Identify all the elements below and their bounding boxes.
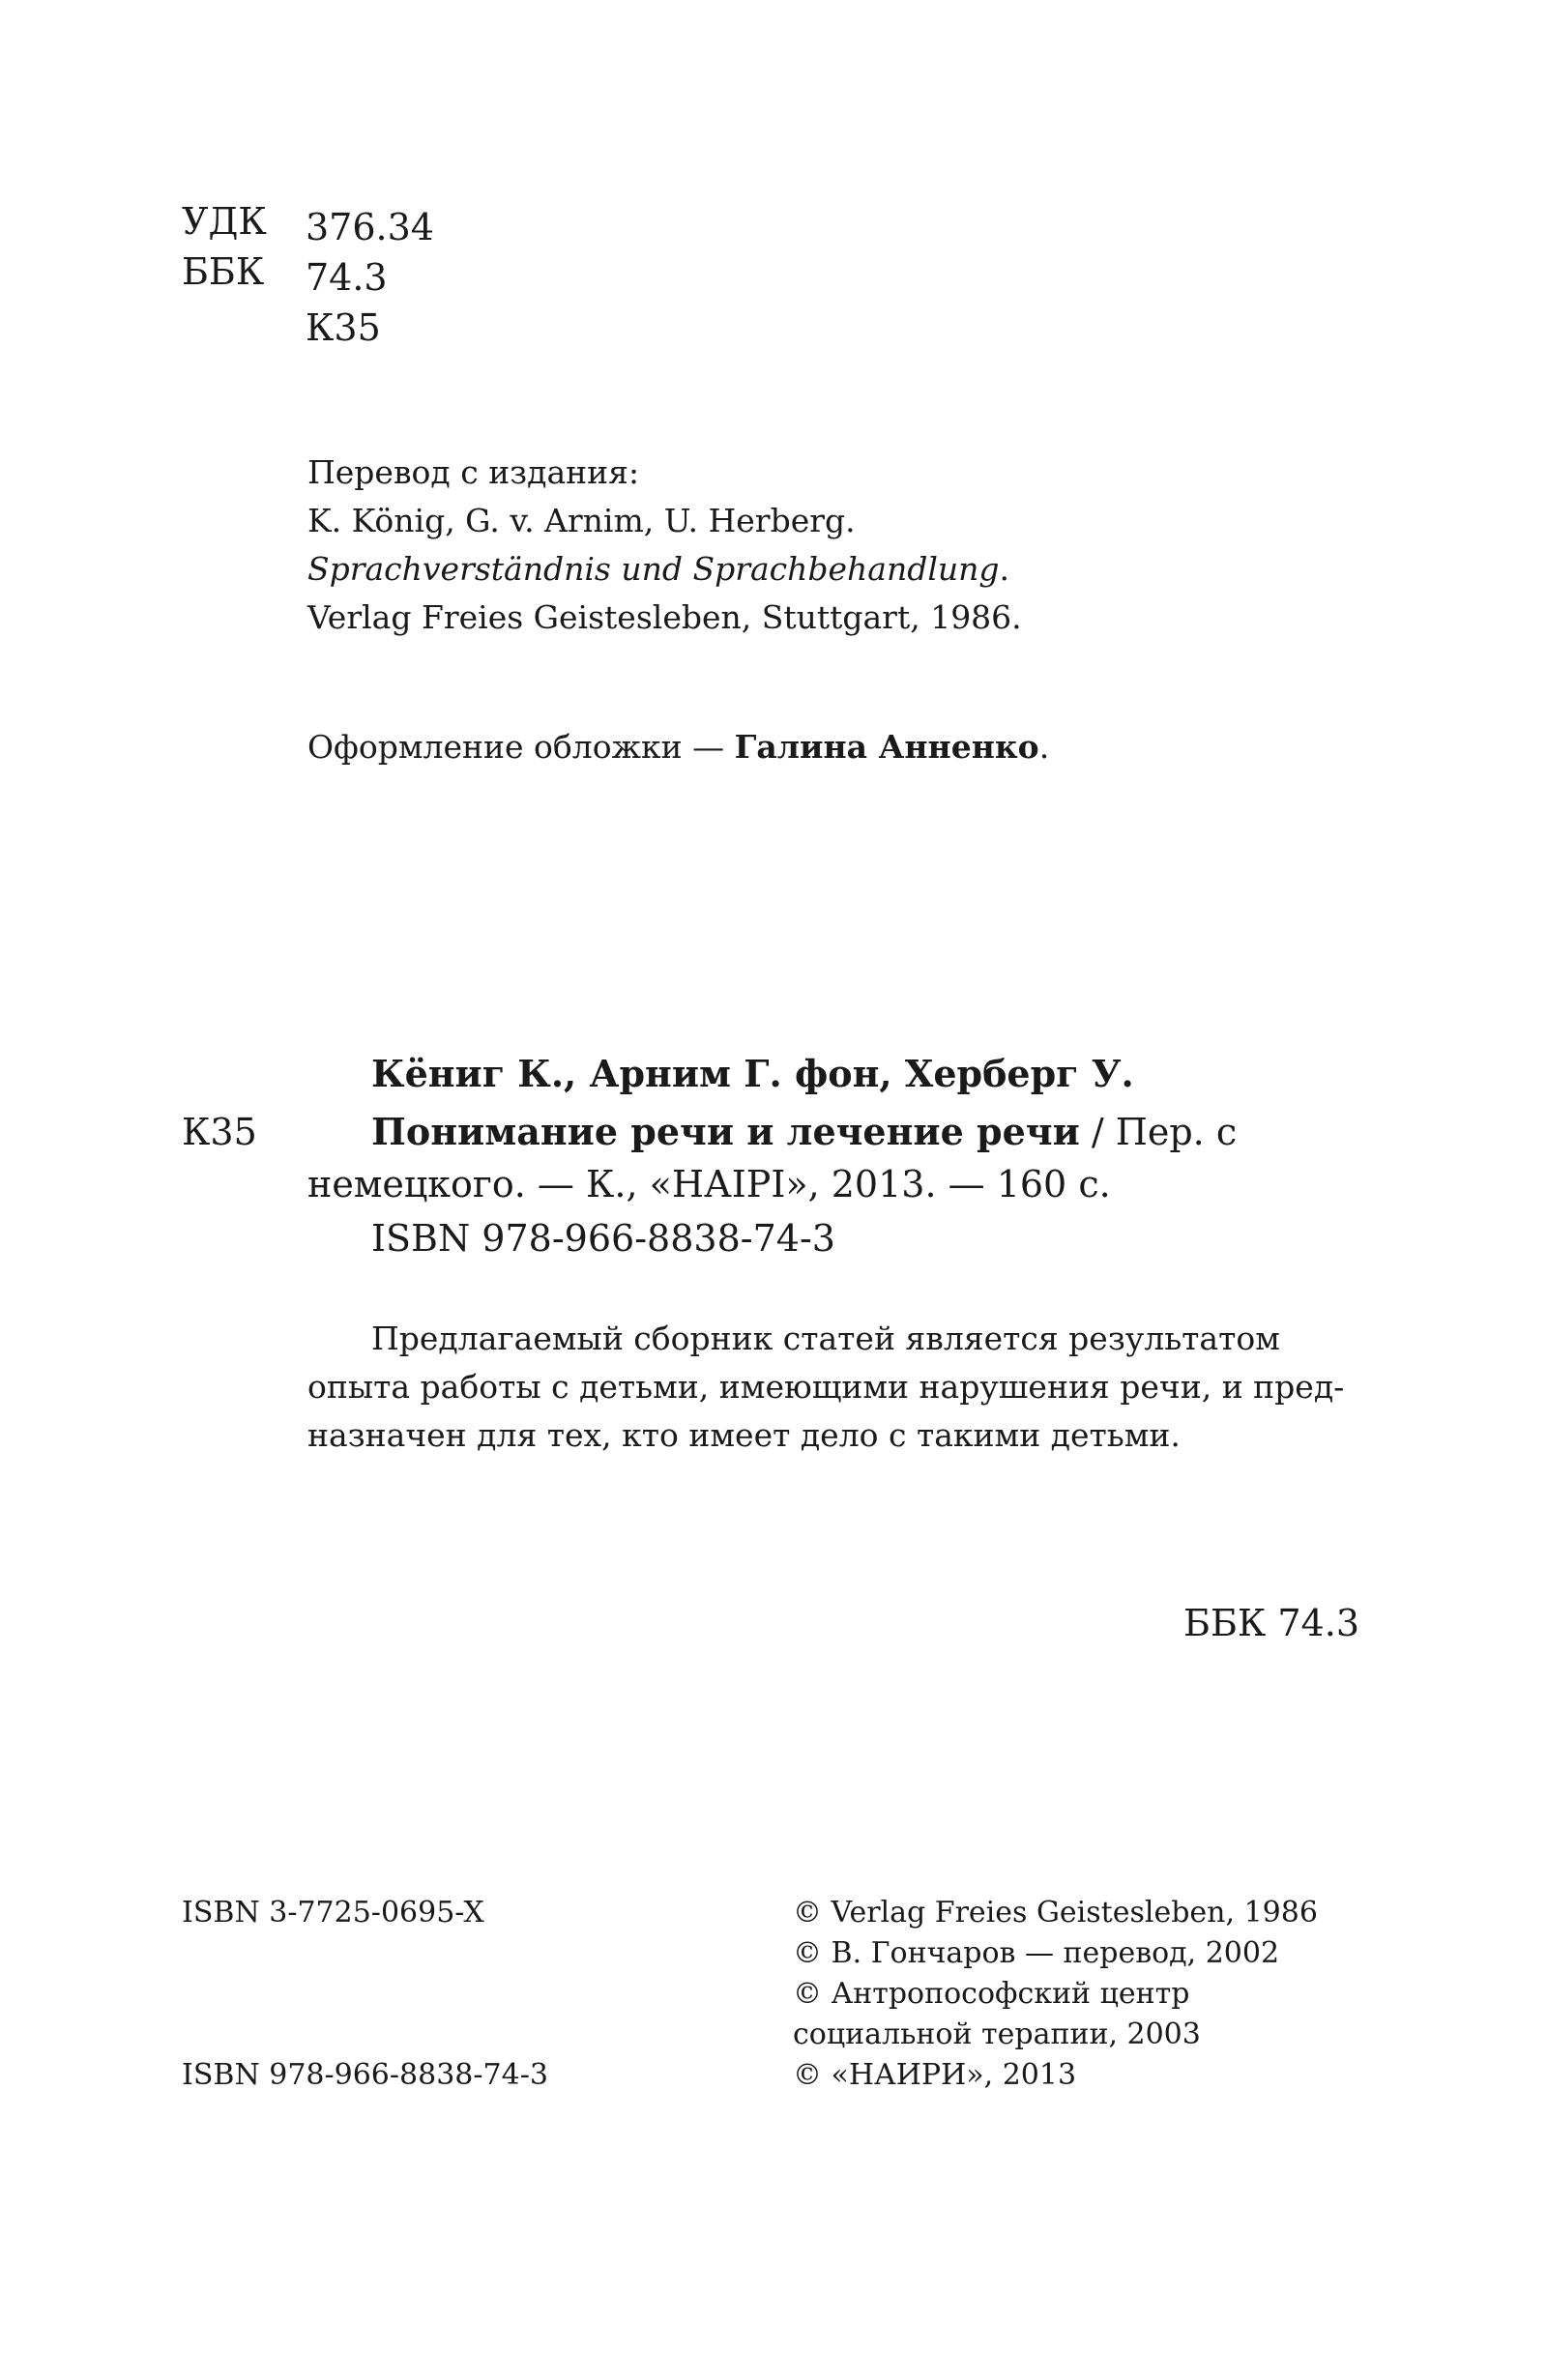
bbk-footer: ББК 74.3 [1183,1602,1359,1644]
catalog-publication: немецкого. — К., «НАІРІ», 2013. — 160 с. [307,1163,1111,1205]
translation-intro: Перевод с издания: [307,453,640,491]
cover-designer: Галина Анненко [734,728,1039,766]
annotation-line-2: опыта работы с детьми, имеющими нарушения речи, и пред- [307,1368,1345,1406]
catalog-authors-text: Кёниг К., Арним Г. фон, Херберг У. [371,1052,1134,1095]
catalog-title-line [371,1108,1237,1156]
isbn-original: ISBN 3-7725-0695-X [182,1896,484,1930]
cover-credit [307,723,1049,771]
udk-label: УДК [182,200,267,243]
copyright-line: © В. Гончаров — перевод, 2002 [793,1936,1280,1970]
copyright-block [793,1893,1318,2096]
annotation-line-3: назначен для тех, кто имеет дело с такими детьми. [307,1416,1181,1454]
original-authors: K. König, G. v. Arnim, U. Herberg. [307,502,856,539]
original-title: Sprachverständnis und Sprachbehandlung [307,550,1000,588]
translation-source [307,449,1022,642]
original-title-line [307,545,1022,594]
isbn-current: ISBN 978-966-8838-74-3 [182,2058,548,2092]
cover-credit-prefix: Оформление обложки — [307,728,735,766]
bbk-label: ББК [182,250,265,293]
cover-credit-suffix: . [1038,728,1050,766]
catalog-isbn: ISBN 978-966-8838-74-3 [371,1217,835,1260]
copyright-line: © Антропософский центр [793,1977,1190,2011]
catalog-title: Понимание речи и лечение речи [371,1110,1080,1153]
copyright-line: социальной терапии, 2003 [793,2017,1201,2051]
annotation-line-1: Предлагаемый сборник статей является результатом [371,1320,1280,1357]
annotation [307,1315,1357,1460]
catalog-authors [371,1050,1134,1098]
author-mark: К35 [306,306,381,349]
bbk-value: 74.3 [306,256,388,299]
copyright-line: © «НАИРИ», 2013 [793,2058,1077,2092]
original-publisher: Verlag Freies Geistesleben, Stuttgart, 1986. [307,598,1022,636]
catalog-title-tail: / Пер. с [1079,1111,1238,1153]
udk-value: 376.34 [306,206,434,248]
original-title-end: . [999,550,1010,588]
catalog-mark: К35 [182,1111,257,1153]
copyright-line: © Verlag Freies Geistesleben, 1986 [793,1896,1318,1930]
